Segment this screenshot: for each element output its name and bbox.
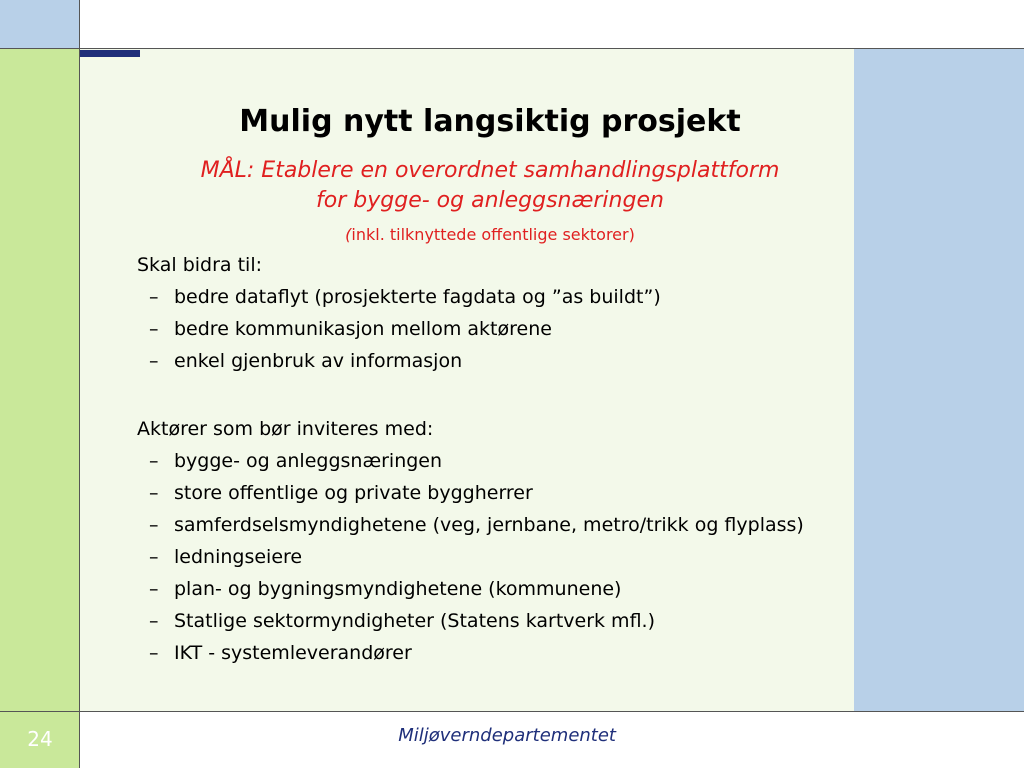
bottom-divider (0, 711, 1024, 712)
top-left-decor-block (0, 0, 80, 48)
bullet-marker: – (149, 350, 159, 372)
list-item-text: bygge- og anleggsnæringen (174, 450, 443, 472)
accent-bar (80, 50, 140, 57)
list-item (137, 577, 847, 602)
list-item-text: enkel gjenbruk av informasjon (174, 350, 463, 372)
section-heading: Skal bidra til: (137, 254, 262, 276)
bullet-marker: – (149, 578, 159, 600)
contribution-list (137, 285, 847, 374)
bullet-marker: – (149, 286, 159, 308)
section-heading: Aktører som bør inviteres med: (137, 418, 434, 440)
list-item-text: bedre dataflyt (prosjekterte fagdata og ”as buildt”) (174, 286, 661, 308)
goal-note (80, 224, 900, 246)
right-rail (854, 48, 1024, 712)
list-item (137, 317, 847, 342)
list-item-text: bedre kommunikasjon mellom aktørene (174, 318, 552, 340)
top-divider (0, 48, 1024, 49)
bullet-marker: – (149, 610, 159, 632)
stakeholders-list (137, 449, 847, 666)
bullet-marker: – (149, 514, 159, 536)
slide-title: Mulig nytt langsiktig prosjekt (239, 104, 741, 139)
list-item (137, 641, 847, 666)
goal-line-2: for bygge- og anleggsnæringen (316, 188, 664, 213)
bullet-marker: – (149, 450, 159, 472)
list-item (137, 449, 847, 474)
goal-note-paren: ( (345, 225, 352, 244)
bullet-marker: – (149, 642, 159, 664)
footer-ministry-name: Miljøverndepartementet (398, 725, 616, 746)
list-item-text: Statlige sektormyndigheter (Statens kartverk mfl.) (174, 610, 655, 632)
stakeholders-section (137, 416, 847, 673)
list-item (137, 609, 847, 634)
bullet-marker: – (149, 546, 159, 568)
list-item-text: samferdselsmyndighetene (veg, jernbane, metro/trikk og flyplass) (174, 514, 804, 536)
list-item (137, 349, 847, 374)
bullet-marker: – (149, 318, 159, 340)
list-item (137, 545, 847, 570)
top-band (80, 0, 1024, 48)
list-item (137, 481, 847, 506)
list-item-text: IKT - systemleverandører (174, 642, 412, 664)
list-item-text: store offentlige og private byggherrer (174, 482, 533, 504)
left-divider-top (79, 0, 80, 48)
list-item (137, 285, 847, 310)
left-divider-mid (79, 48, 80, 712)
goal-note-text: inkl. tilknyttede offentlige sektorer) (351, 225, 635, 244)
contribution-section (137, 252, 847, 381)
list-item-text: ledningseiere (174, 546, 303, 568)
list-item-text: plan- og bygningsmyndighetene (kommunene) (174, 578, 622, 600)
goal-line-1: MÅL: Etablere en overordnet samhandlingsplattform (200, 158, 780, 183)
goal-statement (80, 156, 900, 216)
left-rail (0, 48, 80, 712)
bullet-marker: – (149, 482, 159, 504)
page-number: 24 (27, 727, 53, 751)
list-item (137, 513, 847, 538)
